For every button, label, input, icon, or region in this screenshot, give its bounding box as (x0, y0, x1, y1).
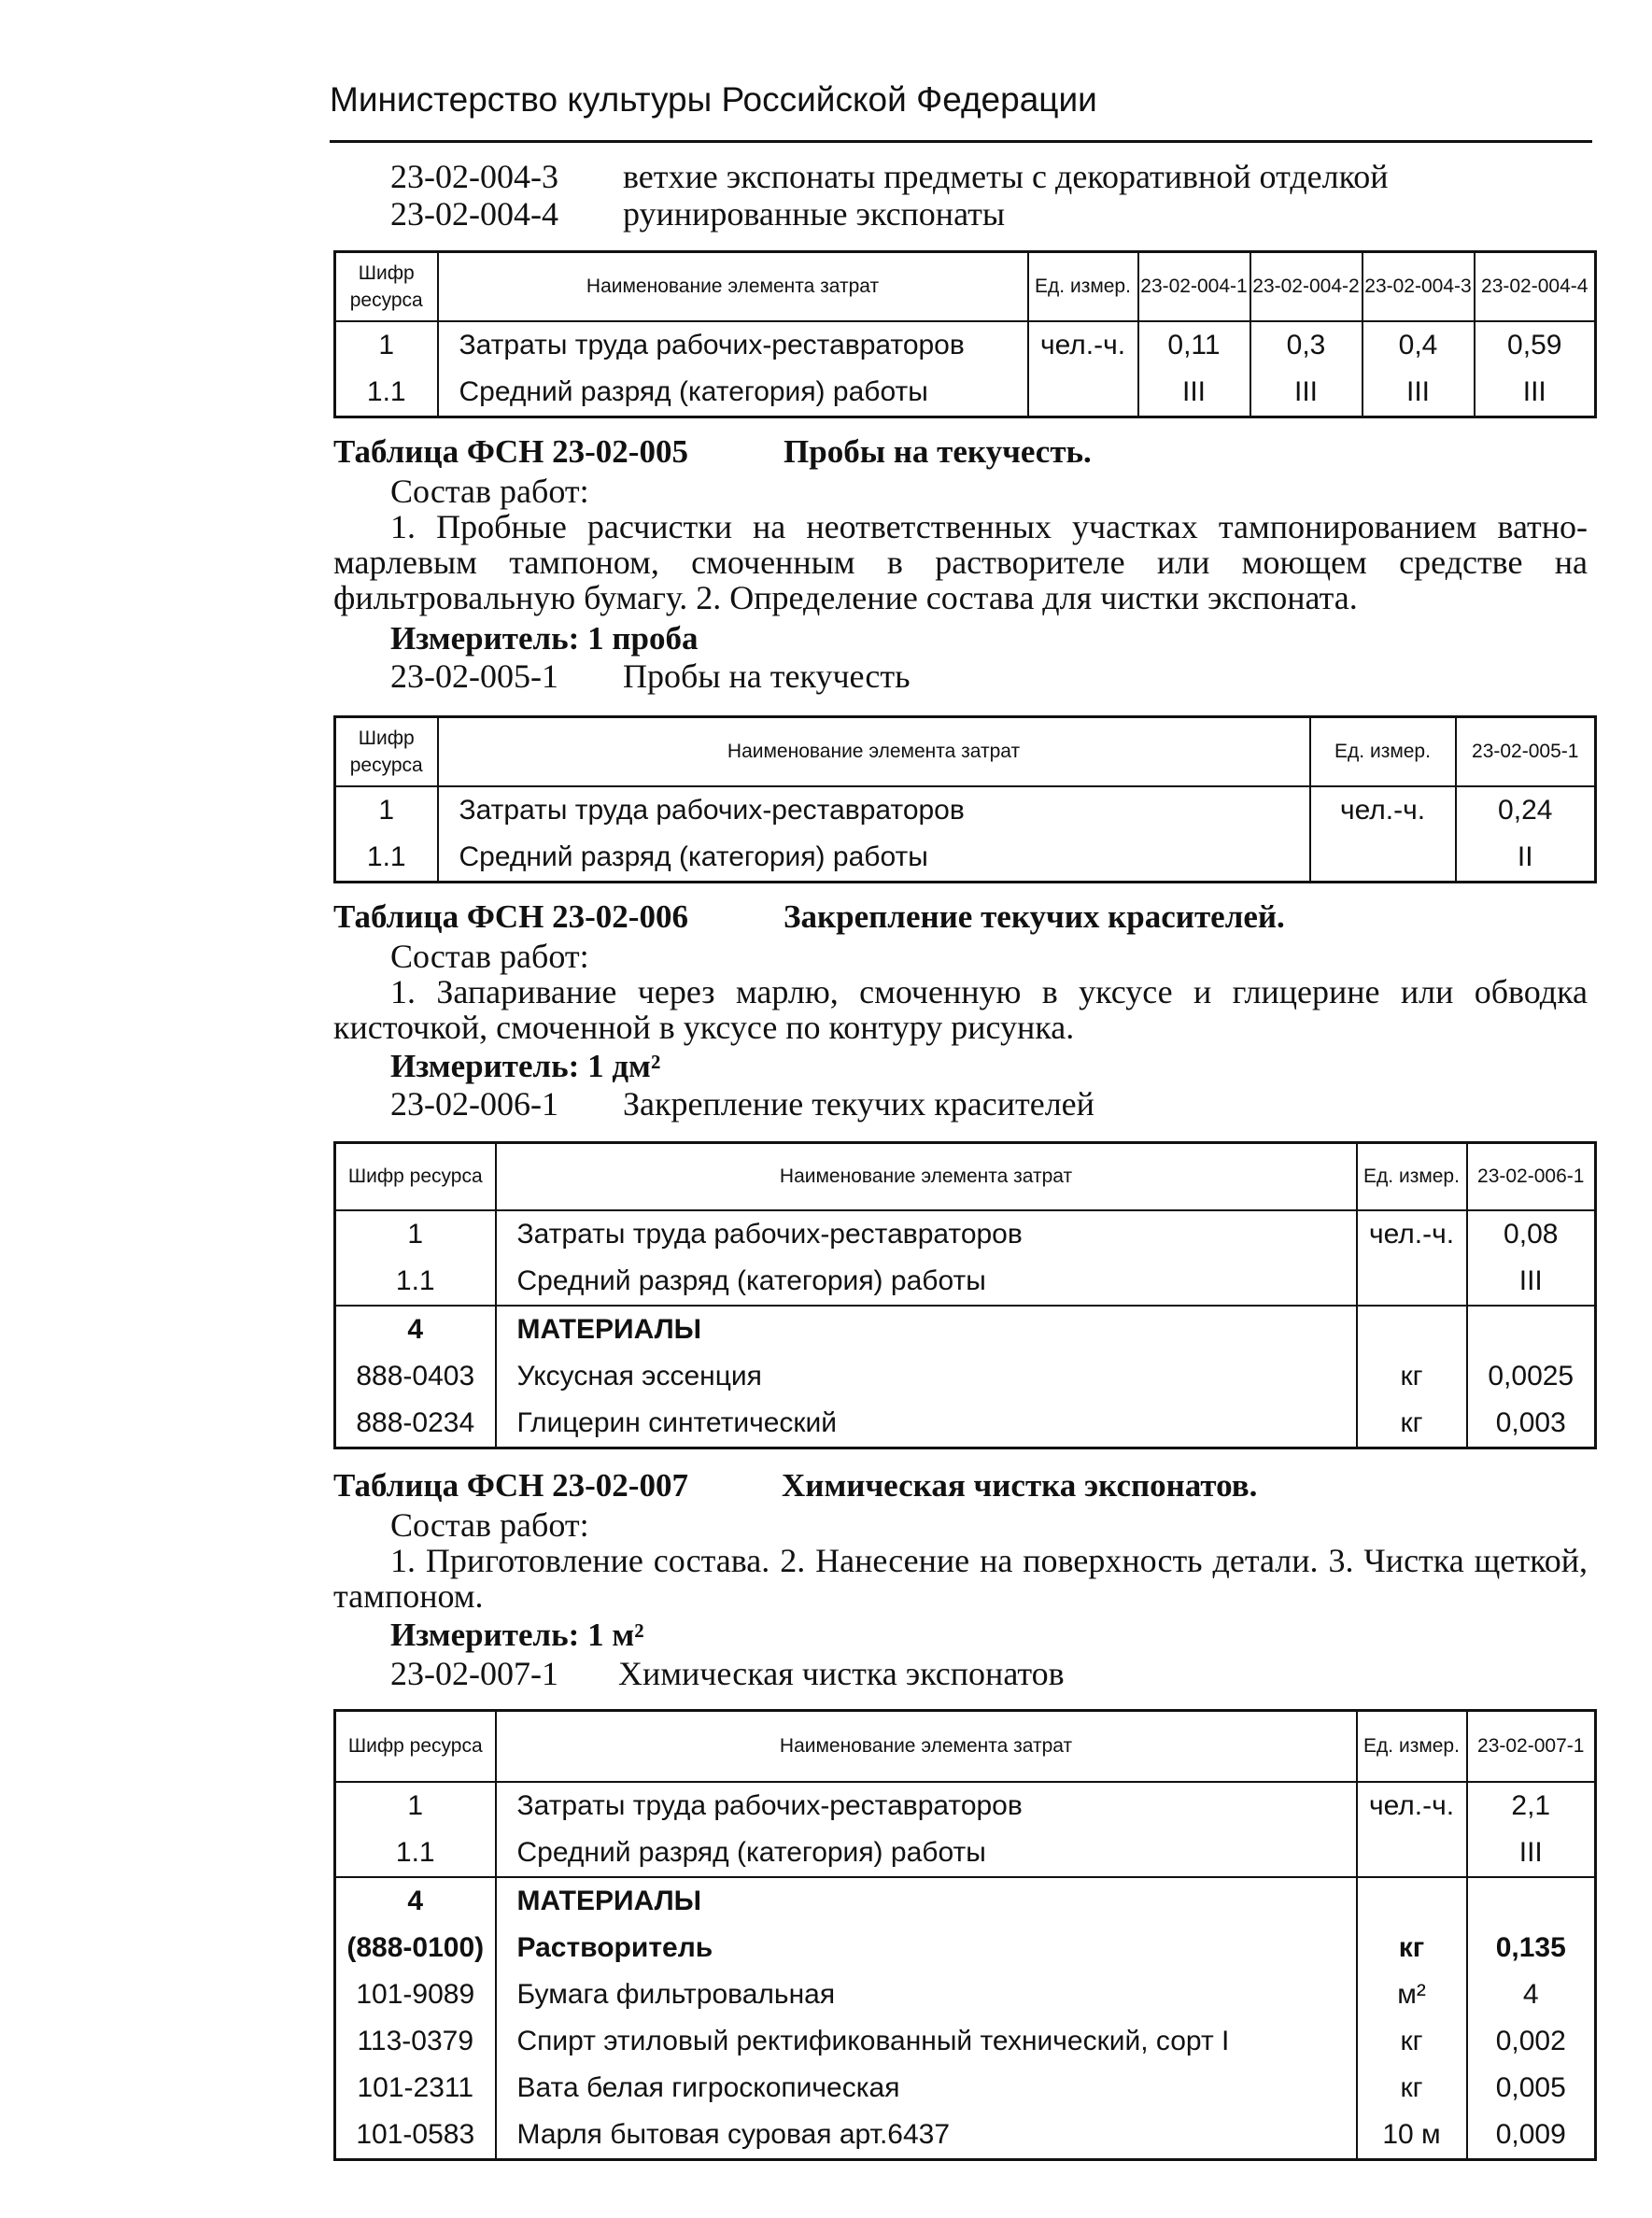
cell-unit: кг (1357, 2018, 1467, 2065)
cell-code: 1.1 (335, 369, 438, 417)
cell-value: III (1250, 369, 1363, 417)
cell-name: Глицерин синтетический (496, 1400, 1357, 1448)
cell-unit: 10 м (1357, 2112, 1467, 2160)
table-row (335, 2018, 1596, 2065)
cell-value: 0,4 (1363, 321, 1475, 369)
cell-name: Средний разряд (категория) работы (496, 1829, 1357, 1877)
intro-line (390, 194, 1005, 233)
measure-label: Измеритель: 1 м² (390, 1617, 644, 1653)
section-heading-005 (333, 433, 1585, 471)
cell-name: Бумага фильтровальная (496, 1971, 1357, 2018)
cell-value: 0,009 (1467, 2112, 1596, 2160)
header-code: Шифр ресурса (335, 1711, 496, 1782)
item-code: 23-02-006-1 (390, 1085, 558, 1123)
cell-value: 0,002 (1467, 2018, 1596, 2065)
table-row (335, 2112, 1596, 2160)
item-code: 23-02-004-4 (390, 195, 558, 233)
cell-name: Марля бытовая суровая арт.6437 (496, 2112, 1357, 2160)
cell-unit: чел.-ч. (1310, 786, 1456, 834)
cell-name: МАТЕРИАЛЫ (496, 1877, 1357, 1925)
cell-unit: кг (1357, 1925, 1467, 1971)
item-text: Химическая чистка экспонатов (618, 1655, 1065, 1692)
section-title: Закрепление текучих красителей. (784, 898, 1285, 935)
work-description: 1. Приготовление состава. 2. Нанесение на поверхность детали. 3. Чистка щеткой, тампоном. (333, 1542, 1588, 1615)
cell-value: 0,59 (1475, 321, 1596, 369)
header-name: Наименование элемента затрат (438, 717, 1310, 786)
table-label: Таблица ФСН 23-02-005 (333, 433, 688, 470)
section-title: Химическая чистка экспонатов. (782, 1467, 1258, 1504)
header-unit: Ед. измер. (1357, 1143, 1467, 1210)
table-label: Таблица ФСН 23-02-007 (333, 1467, 688, 1504)
table-row (335, 1258, 1596, 1306)
header-col: 23-02-004-4 (1475, 252, 1596, 321)
cell-code: 1.1 (335, 1829, 496, 1877)
cell-unit: чел.-ч. (1357, 1782, 1467, 1829)
header-unit: Ед. измер. (1310, 717, 1456, 786)
item-code: 23-02-007-1 (390, 1655, 558, 1692)
table-row (335, 369, 1596, 417)
cell-name: Вата белая гигроскопическая (496, 2065, 1357, 2112)
cell-name: Затраты труда рабочих-реставраторов (438, 786, 1310, 834)
header-col: 23-02-007-1 (1467, 1711, 1596, 1782)
cell-value: III (1138, 369, 1250, 417)
table-header-row (335, 1143, 1596, 1210)
section-heading-007 (333, 1467, 1585, 1505)
cell-name: МАТЕРИАЛЫ (496, 1306, 1357, 1353)
header-name: Наименование элемента затрат (496, 1143, 1357, 1210)
measure-label: Измеритель: 1 проба (390, 620, 699, 657)
table-row (335, 1782, 1596, 1829)
cell-code: 1 (335, 1210, 496, 1258)
cell-name: Спирт этиловый ректификованный технический, сорт I (496, 2018, 1357, 2065)
table-row (335, 1971, 1596, 2018)
table-row (335, 1400, 1596, 1448)
item-text: руинированные экспонаты (623, 195, 1006, 233)
cell-unit (1357, 1306, 1467, 1353)
cell-code: 1 (335, 321, 438, 369)
cell-code: 113-0379 (335, 2018, 496, 2065)
item-code: 23-02-004-3 (390, 158, 558, 195)
cell-code: 101-2311 (335, 2065, 496, 2112)
cell-unit: кг (1357, 1353, 1467, 1400)
cell-code: 888-0234 (335, 1400, 496, 1448)
cell-unit (1357, 1829, 1467, 1877)
item-text: Закрепление текучих красителей (623, 1085, 1094, 1123)
header-name: Наименование элемента затрат (438, 252, 1028, 321)
cell-value: 0,11 (1138, 321, 1250, 369)
item-text: ветхие экспонаты предметы с декоративной отделкой (623, 158, 1389, 195)
cell-value: III (1467, 1258, 1596, 1306)
page-header-title: Министерство культуры Российской Федерации (330, 80, 1097, 119)
table-header-row (335, 1711, 1596, 1782)
header-col: 23-02-004-3 (1363, 252, 1475, 321)
section-title: Пробы на текучесть. (784, 433, 1092, 470)
cell-name: Средний разряд (категория) работы (496, 1258, 1357, 1306)
cell-code: (888-0100) (335, 1925, 496, 1971)
cell-unit: чел.-ч. (1357, 1210, 1467, 1258)
cell-unit: кг (1357, 1400, 1467, 1448)
intro-line (390, 157, 1389, 196)
cell-unit: м² (1357, 1971, 1467, 2018)
cell-value: 0,005 (1467, 2065, 1596, 2112)
table-header-row (335, 252, 1596, 321)
cell-name: Затраты труда рабочих-реставраторов (438, 321, 1028, 369)
table-row (335, 1210, 1596, 1258)
cell-unit (1357, 1877, 1467, 1925)
header-unit: Ед. измер. (1028, 252, 1138, 321)
sostav-label: Состав работ: (390, 938, 589, 975)
cell-value: 0,003 (1467, 1400, 1596, 1448)
item-line (390, 1084, 1094, 1123)
cell-value: 0,08 (1467, 1210, 1596, 1258)
cell-value: 0,3 (1250, 321, 1363, 369)
item-text: Пробы на текучесть (623, 657, 911, 695)
table-row (335, 321, 1596, 369)
cell-value: 4 (1467, 1971, 1596, 2018)
cell-value (1467, 1877, 1596, 1925)
resource-table-006 (333, 1141, 1597, 1449)
table-row (335, 1829, 1596, 1877)
sostav-label: Состав работ: (390, 1506, 589, 1544)
cell-unit (1028, 369, 1138, 417)
cell-code: 1 (335, 786, 438, 834)
cell-code: 4 (335, 1306, 496, 1353)
cell-value: 0,135 (1467, 1925, 1596, 1971)
header-col: 23-02-004-1 (1138, 252, 1250, 321)
item-line (390, 1654, 1065, 1693)
cell-code: 1 (335, 1782, 496, 1829)
cell-code: 888-0403 (335, 1353, 496, 1400)
header-col: 23-02-006-1 (1467, 1143, 1596, 1210)
measure-label: Измеритель: 1 дм² (390, 1048, 661, 1084)
cell-code: 4 (335, 1877, 496, 1925)
cell-name: Затраты труда рабочих-реставраторов (496, 1782, 1357, 1829)
resource-table-005 (333, 715, 1597, 883)
work-description: 1. Пробные расчистки на неответственных участках тампонированием ватно-марлевым тампоном, смоченным в растворителе или моющем средстве на фильтровальную бумагу. 2. Определение состава для чистки экспоната. (333, 508, 1588, 616)
table-row (335, 834, 1596, 883)
table-label: Таблица ФСН 23-02-006 (333, 898, 688, 935)
cell-unit: кг (1357, 2065, 1467, 2112)
cell-unit: чел.-ч. (1028, 321, 1138, 369)
resource-table-004 (333, 250, 1597, 418)
header-code: Шифр ресурса (335, 717, 438, 786)
cell-code: 101-0583 (335, 2112, 496, 2160)
cell-value: 2,1 (1467, 1782, 1596, 1829)
cell-unit (1310, 834, 1456, 883)
cell-value: III (1467, 1829, 1596, 1877)
table-header-row (335, 717, 1596, 786)
sostav-label: Состав работ: (390, 473, 589, 510)
cell-name: Уксусная эссенция (496, 1353, 1357, 1400)
cell-value: 0,24 (1456, 786, 1596, 834)
cell-code: 1.1 (335, 1258, 496, 1306)
table-row (335, 786, 1596, 834)
cell-unit (1357, 1258, 1467, 1306)
cell-value: II (1456, 834, 1596, 883)
header-rule (330, 140, 1592, 143)
cell-name: Растворитель (496, 1925, 1357, 1971)
table-row (335, 1877, 1596, 1925)
section-heading-006 (333, 898, 1585, 936)
work-description: 1. Запаривание через марлю, смоченную в уксусе и глицерине или обводка кисточкой, смоченной в уксусе по контуру рисунка. (333, 973, 1588, 1046)
item-line (390, 657, 911, 696)
cell-code: 101-9089 (335, 1971, 496, 2018)
table-row (335, 2065, 1596, 2112)
cell-value: 0,0025 (1467, 1353, 1596, 1400)
header-name: Наименование элемента затрат (496, 1711, 1357, 1782)
cell-value: III (1475, 369, 1596, 417)
header-col: 23-02-004-2 (1250, 252, 1363, 321)
cell-value: III (1363, 369, 1475, 417)
table-row (335, 1306, 1596, 1353)
cell-value (1467, 1306, 1596, 1353)
header-col: 23-02-005-1 (1456, 717, 1596, 786)
table-row (335, 1925, 1596, 1971)
item-code: 23-02-005-1 (390, 657, 558, 695)
resource-table-007 (333, 1709, 1597, 2161)
table-row (335, 1353, 1596, 1400)
header-code: Шифр ресурса (335, 1143, 496, 1210)
cell-name: Затраты труда рабочих-реставраторов (496, 1210, 1357, 1258)
cell-name: Средний разряд (категория) работы (438, 834, 1310, 883)
header-unit: Ед. измер. (1357, 1711, 1467, 1782)
cell-name: Средний разряд (категория) работы (438, 369, 1028, 417)
cell-code: 1.1 (335, 834, 438, 883)
header-code: Шифр ресурса (335, 252, 438, 321)
